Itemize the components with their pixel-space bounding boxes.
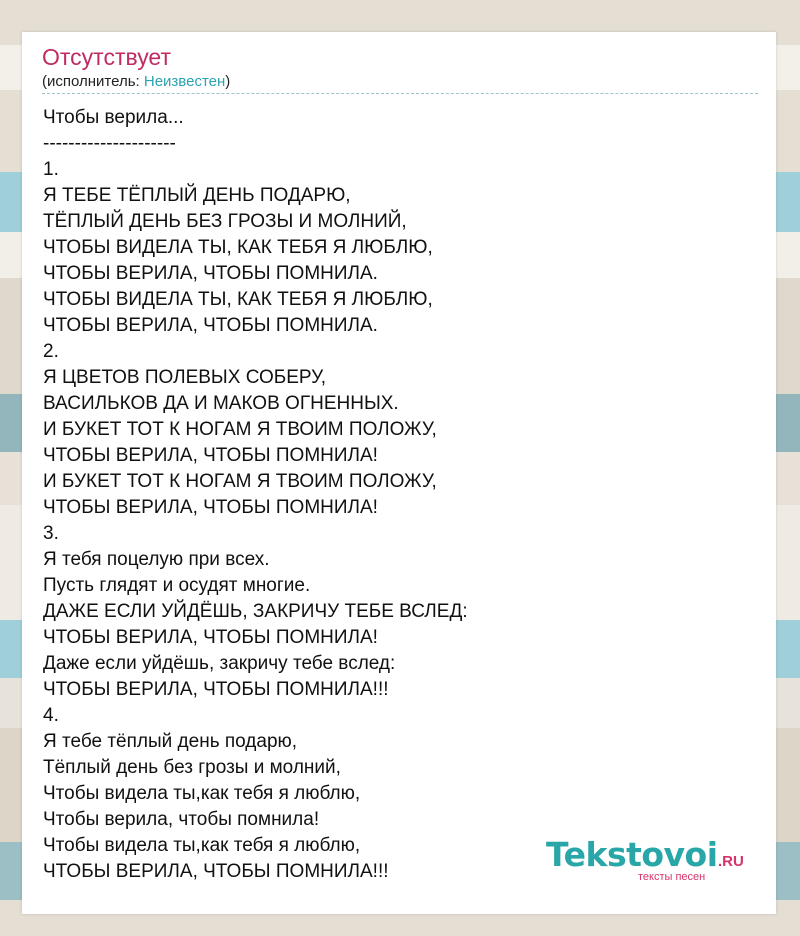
lyrics-line: 1. (43, 159, 59, 180)
lyrics-line: Чтобы верила... (43, 107, 184, 128)
lyrics-line: ЧТОБЫ ВЕРИЛА, ЧТОБЫ ПОМНИЛА! (43, 497, 378, 518)
lyrics-line: ЧТОБЫ ВЕРИЛА, ЧТОБЫ ПОМНИЛА. (43, 315, 378, 336)
lyrics-line: Я ЦВЕТОВ ПОЛЕВЫХ СОБЕРУ, (43, 367, 326, 388)
lyrics-line: ЧТОБЫ ВИДЕЛА ТЫ, КАК ТЕБЯ Я ЛЮБЛЮ, (43, 237, 433, 258)
artist-suffix: ) (225, 73, 231, 90)
lyrics-line: ВАСИЛЬКОВ ДА И МАКОВ ОГНЕННЫХ. (43, 393, 399, 414)
site-logo[interactable] (546, 835, 756, 883)
lyrics-line: Даже если уйдёшь, закричу тебе вслед: (43, 653, 396, 674)
lyrics-line: И БУКЕТ ТОТ К НОГАМ Я ТВОИМ ПОЛОЖУ, (43, 419, 437, 440)
lyrics-line: Тёплый день без грозы и молний, (43, 757, 341, 778)
lyrics-line: 2. (43, 341, 59, 362)
lyrics-line: ЧТОБЫ ВЕРИЛА, ЧТОБЫ ПОМНИЛА! (43, 627, 378, 648)
logo-tagline: тексты песен (638, 871, 706, 883)
lyrics-line: Я тебя поцелую при всех. (43, 549, 270, 570)
artist-link[interactable]: Неизвестен (143, 73, 226, 90)
lyrics-line: ЧТОБЫ ВЕРИЛА, ЧТОБЫ ПОМНИЛА!!! (43, 861, 389, 882)
lyrics-line: ЧТОБЫ ВИДЕЛА ТЫ, КАК ТЕБЯ Я ЛЮБЛЮ, (43, 289, 433, 310)
artist-line (42, 73, 230, 90)
lyrics-line: Пусть глядят и осудят многие. (43, 575, 311, 596)
lyrics-line: И БУКЕТ ТОТ К НОГАМ Я ТВОИМ ПОЛОЖУ, (43, 471, 437, 492)
logo-domain: .RU (718, 853, 744, 870)
song-title: Отсутствует (42, 44, 171, 70)
lyrics-line: Чтобы верила, чтобы помнила! (43, 809, 320, 830)
lyrics-line: 4. (43, 705, 59, 726)
lyrics-line: --------------------- (43, 133, 176, 154)
lyrics-line: ДАЖЕ ЕСЛИ УЙДЁШЬ, ЗАКРИЧУ ТЕБЕ ВСЛЕД: (43, 601, 468, 622)
artist-prefix: (исполнитель: (42, 73, 144, 90)
lyrics-line: ЧТОБЫ ВЕРИЛА, ЧТОБЫ ПОМНИЛА!!! (43, 679, 389, 700)
lyrics-line: ЧТОБЫ ВЕРИЛА, ЧТОБЫ ПОМНИЛА. (43, 263, 378, 284)
lyrics-line: Чтобы видела ты,как тебя я люблю, (43, 835, 361, 856)
lyrics-line: Я ТЕБЕ ТЁПЛЫЙ ДЕНЬ ПОДАРЮ, (43, 185, 351, 206)
lyrics-line: ТЁПЛЫЙ ДЕНЬ БЕЗ ГРОЗЫ И МОЛНИЙ, (43, 211, 407, 232)
logo-wordmark: Tekstovoi (546, 835, 718, 874)
lyrics-line: Чтобы видела ты,как тебя я люблю, (43, 783, 361, 804)
header-divider (42, 93, 758, 94)
lyrics-line: Я тебе тёплый день подарю, (43, 731, 298, 752)
lyrics-line: ЧТОБЫ ВЕРИЛА, ЧТОБЫ ПОМНИЛА! (43, 445, 378, 466)
lyrics-text (43, 105, 759, 885)
lyrics-line: 3. (43, 523, 59, 544)
lyrics-card (22, 32, 776, 914)
